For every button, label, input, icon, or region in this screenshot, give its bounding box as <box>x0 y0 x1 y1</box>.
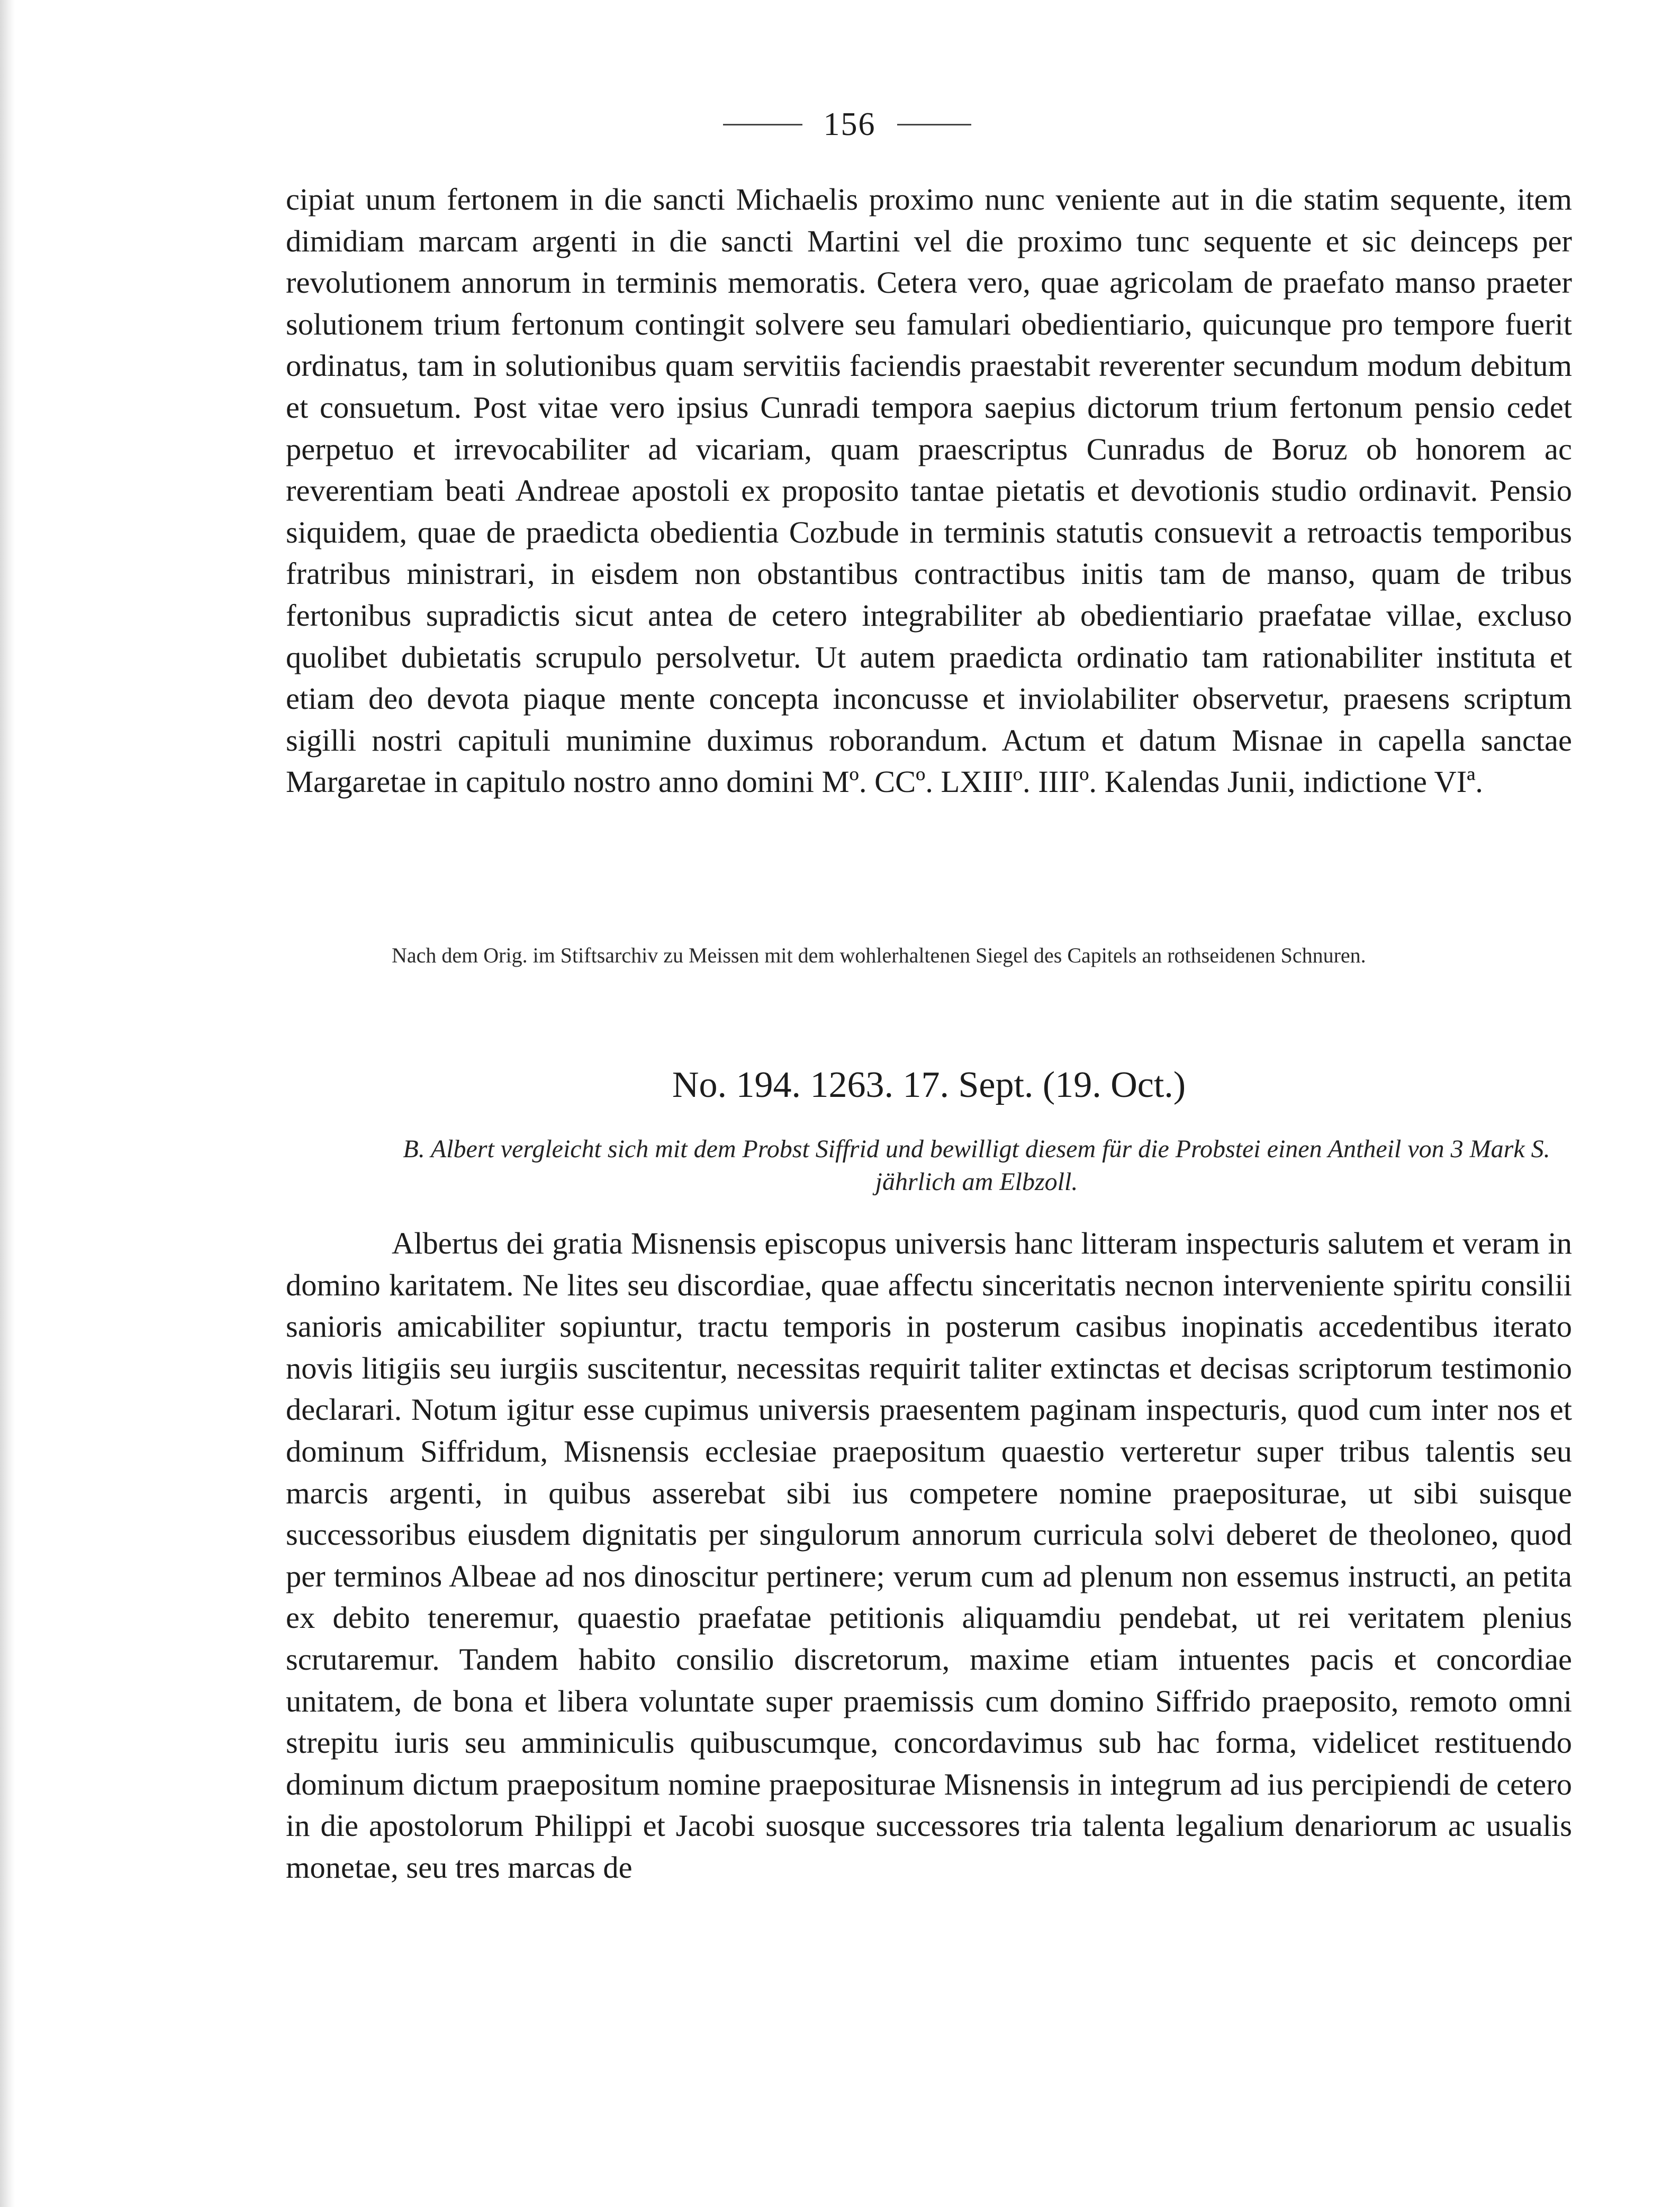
header-rule-left <box>723 124 802 125</box>
continuation-paragraph: cipiat unum fertonem in die sancti Michaelis proximo nunc veniente aut in die statim sequente, item dimidiam marcam argenti in die sancti Martini vel die proximo tunc sequente et sic deinceps per revolutionem annorum in terminis memoratis. Cetera vero, quae agricolam de praefato manso praeter solutionem trium fertonum contingit solvere seu famulari obedientiario, quicunque pro tempore fuerit ordinatus, tam in solutionibus quam servitiis faciendis praestabit reverenter secundum modum debitum et consuetum. Post vitae vero ipsius Cunradi tempora saepius dictorum trium fertonum pensio cedet perpetuo et irrevocabiliter ad vicariam, quam praescriptus Cunradus de Boruz ob honorem ac reverentiam beati Andreae apostoli ex proposito tantae pietatis et devotionis studio ordinavit. Pensio siquidem, quae de praedicta obedientia Cozbude in terminis statutis consuevit a retroactis temporibus fratribus ministrari, in eisdem non obstantibus contractibus initis tam de manso, quam de tribus fertonibus supradictis sicut antea de cetero integrabiliter ab obedientiario praefatae villae, excluso quolibet dubietatis scrupulo persolvetur. Ut autem praedicta ordinatio tam rationabiliter instituta et etiam deo devota piaque mente concepta inconcusse et inviolabiliter observetur, praesens scriptum sigilli nostri capituli munimine duximus roborandum. Actum et datum Misnae in capella sanctae Margaretae in capitulo nostro anno domini Mº. CCº. LXIIIº. IIIIº. Kalendas Junii, indictione VIª. <box>286 182 1572 799</box>
scan-edge <box>0 0 15 2207</box>
page-number: 156 <box>823 106 876 142</box>
continuation-text-block <box>286 179 1572 803</box>
document-heading: No. 194. 1263. 17. Sept. (19. Oct.) <box>672 1065 1186 1105</box>
source-footnote: Nach dem Orig. im Stiftsarchiv zu Meissen mit dem wohlerhaltenen Siegel des Capitels an rothseidenen Schnuren. <box>392 943 1366 967</box>
page-header <box>286 101 1408 148</box>
header-rule-right <box>897 124 971 125</box>
document-text-block <box>286 1223 1572 1889</box>
document-paragraph: Albertus dei gratia Misnensis episcopus universis hanc litteram inspecturis salutem et veram in domino karitatem. Ne lites seu discordiae, quae affectu sinceritatis necnon interveniente spiritu consilii sanioris amicabiliter sopiuntur, tractu temporis in posterum casibus inopinatis accedentibus iterato novis litigiis seu iurgiis suscitentur, necessitas requirit taliter extinctas et decisas scriptorum testimonio declarari. Notum igitur esse cupimus universis praesentem paginam inspecturis, quod cum inter nos et dominum Siffridum, Misnensis ecclesiae praepositum quaestio verteretur super tribus talentis seu marcis argenti, in quibus asserebat sibi ius competere nomine praepositurae, ut sibi suisque successoribus eiusdem dignitatis per singulorum annorum curricula solvi deberet de theoloneo, quod per terminos Albeae ad nos dinoscitur pertinere; verum cum ad plenum non essemus instructi, an petita ex debito teneremur, quaestio praefatae petitionis aliquamdiu pendebat, ut rei veritatem plenius scrutaremur. Tandem habito consilio discretorum, maxime etiam intuentes pacis et concordiae unitatem, de bona et libera voluntate super praemissis cum domino Siffrido praeposito, remoto omni strepitu iuris seu amminiculis quibuscumque, concordavimus sub hac forma, videlicet restituendo dominum dictum praepositum nomine praepositurae Misnensis in integrum ad ius percipiendi de cetero in die apostolorum Philippi et Jacobi suosque successores tria talenta legalium denariorum ac usualis monetae, seu tres marcas de <box>286 1226 1572 1885</box>
document-summary: B. Albert vergleicht sich mit dem Probst Siffrid und bewilligt diesem für die Probstei einen Antheil von 3 Mark S. jährlich am Elbzoll. <box>403 1135 1550 1196</box>
